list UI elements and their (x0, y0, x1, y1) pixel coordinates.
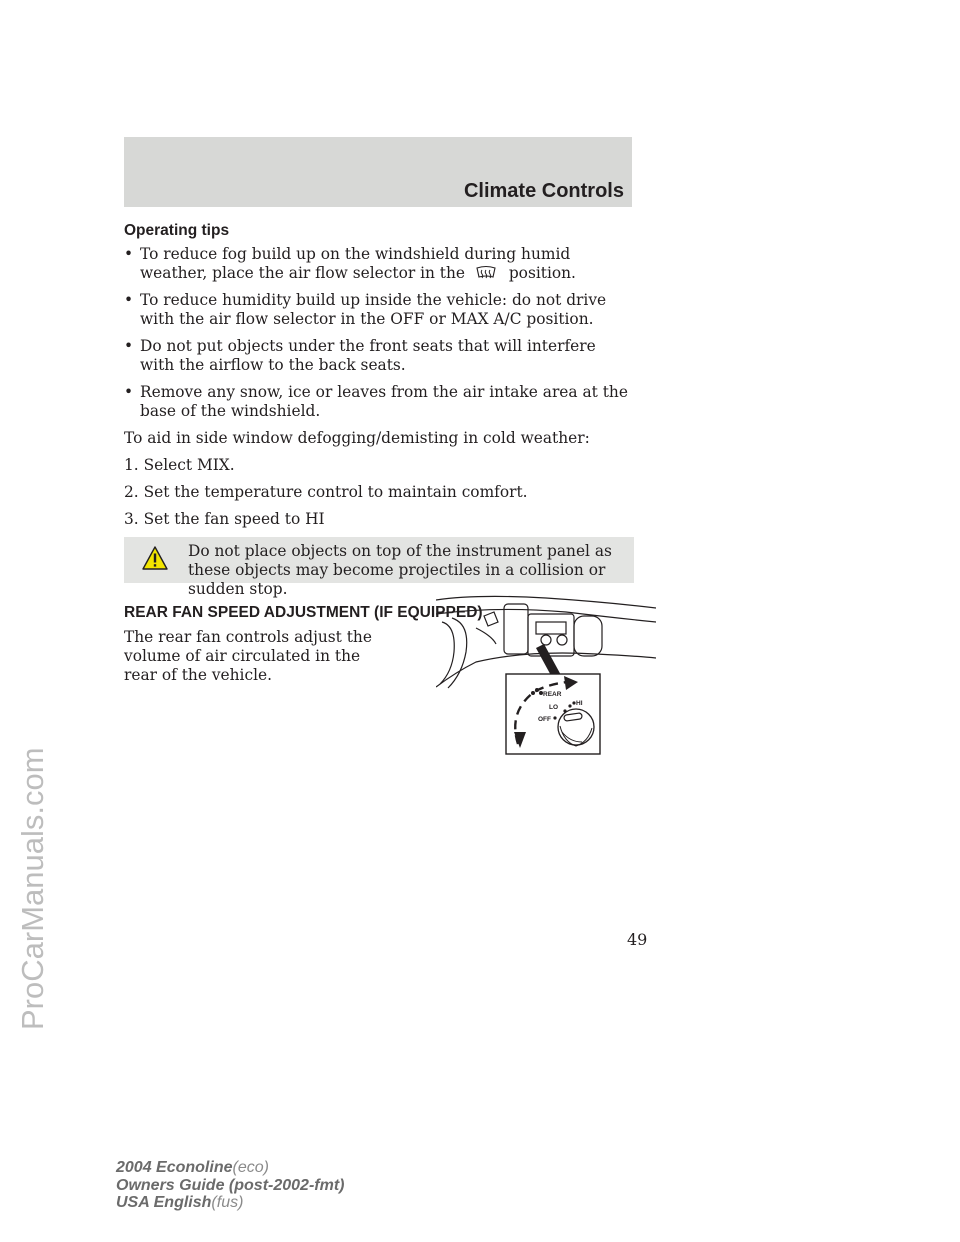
tips-list (124, 245, 634, 421)
section-header (124, 137, 632, 207)
fan-label-lo: LO (549, 704, 559, 711)
footer-language: USA English (116, 1194, 212, 1211)
defrost-icon (471, 265, 501, 281)
footer (116, 1159, 344, 1212)
list-item (124, 245, 634, 283)
fan-label-hi: HI (576, 700, 583, 707)
footer-model-code: (eco) (232, 1159, 269, 1176)
warning-triangle-icon (142, 546, 168, 570)
watermark-text: ProCarManuals.com (15, 747, 50, 1030)
warning-box (124, 537, 634, 598)
bullet: • (124, 291, 134, 309)
section-title: Climate Controls (463, 180, 624, 202)
rear-fan-illustration (436, 592, 656, 756)
bullet: • (124, 245, 134, 263)
bullet: • (124, 383, 134, 401)
list-item (124, 383, 634, 421)
bullet: • (124, 337, 134, 355)
step-3: 3. Set the fan speed to HI (124, 510, 325, 528)
footer-line-3 (116, 1194, 344, 1212)
warning-text: Do not place objects on top of the instrument panel as these objects may become projectiles in a collision or sudden stop. (188, 542, 612, 598)
list-item (124, 291, 634, 329)
fan-label-off: OFF (538, 716, 551, 723)
tip-text: To reduce fog build up on the windshield during humid weather, place the air flow selector in the (140, 245, 571, 282)
fan-label-rear: REAR (543, 691, 562, 698)
watermark (12, 510, 52, 1030)
tip-text-after: position. (508, 264, 576, 282)
step-2: 2. Set the temperature control to maintain comfort. (124, 483, 528, 501)
footer-line-1 (116, 1159, 344, 1177)
footer-line-2: Owners Guide (post-2002-fmt) (116, 1176, 345, 1194)
list-item (124, 337, 634, 375)
footer-model: 2004 Econoline (116, 1159, 233, 1176)
step-1: 1. Select MIX. (124, 456, 235, 474)
rear-fan-text: The rear fan controls adjust the volume of air circulated in the rear of the vehicle. (124, 628, 372, 684)
operating-tips-heading: Operating tips (124, 222, 230, 239)
tip-text: To reduce humidity build up inside the vehicle: do not drive with the air flow selector in the OFF or MAX A/C position. (140, 291, 607, 328)
tip-text: Remove any snow, ice or leaves from the air intake area at the base of the windshield. (140, 383, 628, 420)
rear-fan-heading: REAR FAN SPEED ADJUSTMENT (IF EQUIPPED) (124, 604, 483, 621)
footer-language-code: (fus) (211, 1194, 244, 1211)
page-number: 49 (627, 930, 648, 949)
defog-intro: To aid in side window defogging/demisting in cold weather: (124, 429, 590, 447)
tip-text: Do not put objects under the front seats that will interfere with the airflow to the back seats. (140, 337, 596, 374)
